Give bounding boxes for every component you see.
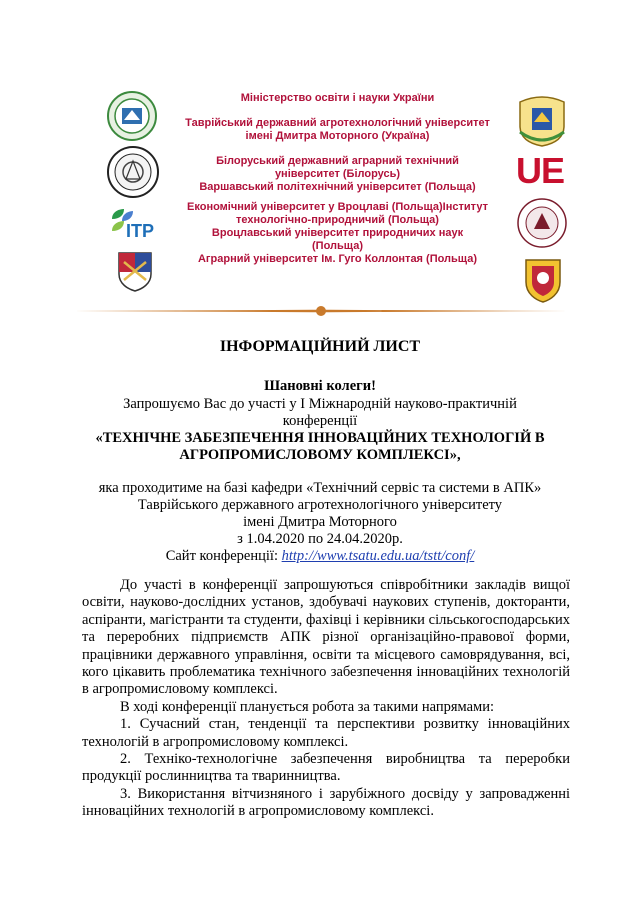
org-wroclaw-natural-sciences: Вроцлавський університет природничих наук (Польща): [211, 227, 464, 252]
itp-institute-logo: [110, 207, 162, 247]
org-kollataj-university: Аграрний університет Ім. Гуго Коллонтая (Польща): [197, 253, 477, 265]
conference-title-line-2: АГРОПРОМИСЛОВОМУ КОМПЛЕКСІ»,: [179, 447, 461, 463]
org-warsaw-polytechnic: Варшавський політехнічний університет (Польща): [199, 181, 476, 193]
body-text: [82, 577, 570, 821]
organizations-block: [185, 92, 490, 266]
org-tavria-university: Таврійський державний агротехнологічний університет імені Дмитра Моторного (Україна): [185, 117, 490, 142]
invitation-line-2: конференції: [282, 413, 358, 429]
ue-logo-text: UE: [516, 150, 565, 191]
header-divider: [74, 306, 568, 316]
wroclaw-university-crest-logo: [116, 250, 154, 292]
direction-item-2: 2. Техніко-технологічне забезпечення виробництва та переробки продукції рослинництва та тваринництва.: [82, 751, 570, 785]
wroclaw-natural-sciences-seal-logo: [516, 197, 568, 249]
conference-dates: з 1.04.2020 по 24.04.2020р.: [237, 531, 403, 547]
direction-item-3: 3. Використання вітчизняного і зарубіжного досвіду у запровадженні інноваційних технологій в агропромисловому комплексі.: [82, 785, 570, 820]
conference-site-link[interactable]: http://www.tsatu.edu.ua/tstt/conf/: [281, 548, 475, 564]
invitation-line-1: Запрошуємо Вас до участі у І Міжнародній науково-практичній: [123, 396, 517, 412]
conference-place-line-2: Таврійського державного агротехнологічного університету: [137, 497, 503, 513]
directions-intro: В ході конференції планується робота за такими напрямами:: [120, 698, 495, 715]
conference-place-line-1: яка проходитиме на базі кафедри «Технічний сервіс та системи в АПК»: [98, 480, 542, 496]
conference-site-line: [70, 548, 570, 565]
tavria-university-crest-logo: [514, 92, 570, 148]
participants-paragraph: До участі в конференції запрошуються співробітники закладів вищої освіти, науково-дослідних установ, здобувачі наукових ступенів, докторанти, аспіранти, магістранти та студенти, фахівці і керівники сільськогосподарських та переробних підприємств АПК різної організаційно-правової форми, працівники державного управління, освіти та місцевого самоврядування, всі, кого цікавить проблематика технічного забезпечення інноваційних технологій в агропромисловому комплексі.: [82, 577, 570, 698]
org-ministry: Міністерство освіти і науки України: [240, 92, 435, 104]
org-wroclaw-economic: Економічний університет у Вроцлаві (Польща)Інститут технологічно-природничий (Польща): [187, 201, 488, 226]
conference-place-line-3: імені Дмитра Моторного: [243, 514, 397, 530]
warsaw-polytechnic-seal-logo: [106, 145, 160, 199]
ue-university-logo: [514, 150, 570, 194]
direction-item-1: 1. Сучасний стан, тенденції та перспективи розвитку інноваційних технологій в агропромисловому комплексі.: [82, 716, 570, 750]
itp-logo-text: ITP: [126, 221, 155, 241]
greeting: Шановні колеги!: [264, 378, 376, 394]
page-title: ІНФОРМАЦІЙНИЙ ЛИСТ: [219, 338, 421, 355]
belarus-agrarian-university-logo: [106, 90, 158, 142]
site-label: Сайт конференції:: [165, 548, 282, 564]
conference-title-line-1: «ТЕХНІЧНЕ ЗАБЕЗПЕЧЕННЯ ІННОВАЦІЙНИХ ТЕХНОЛОГІЙ В: [95, 430, 545, 446]
kollataj-university-crest-logo: [520, 252, 566, 304]
org-belarus-university: Білоруський державний аграрний технічний університет (Білорусь): [216, 155, 459, 180]
